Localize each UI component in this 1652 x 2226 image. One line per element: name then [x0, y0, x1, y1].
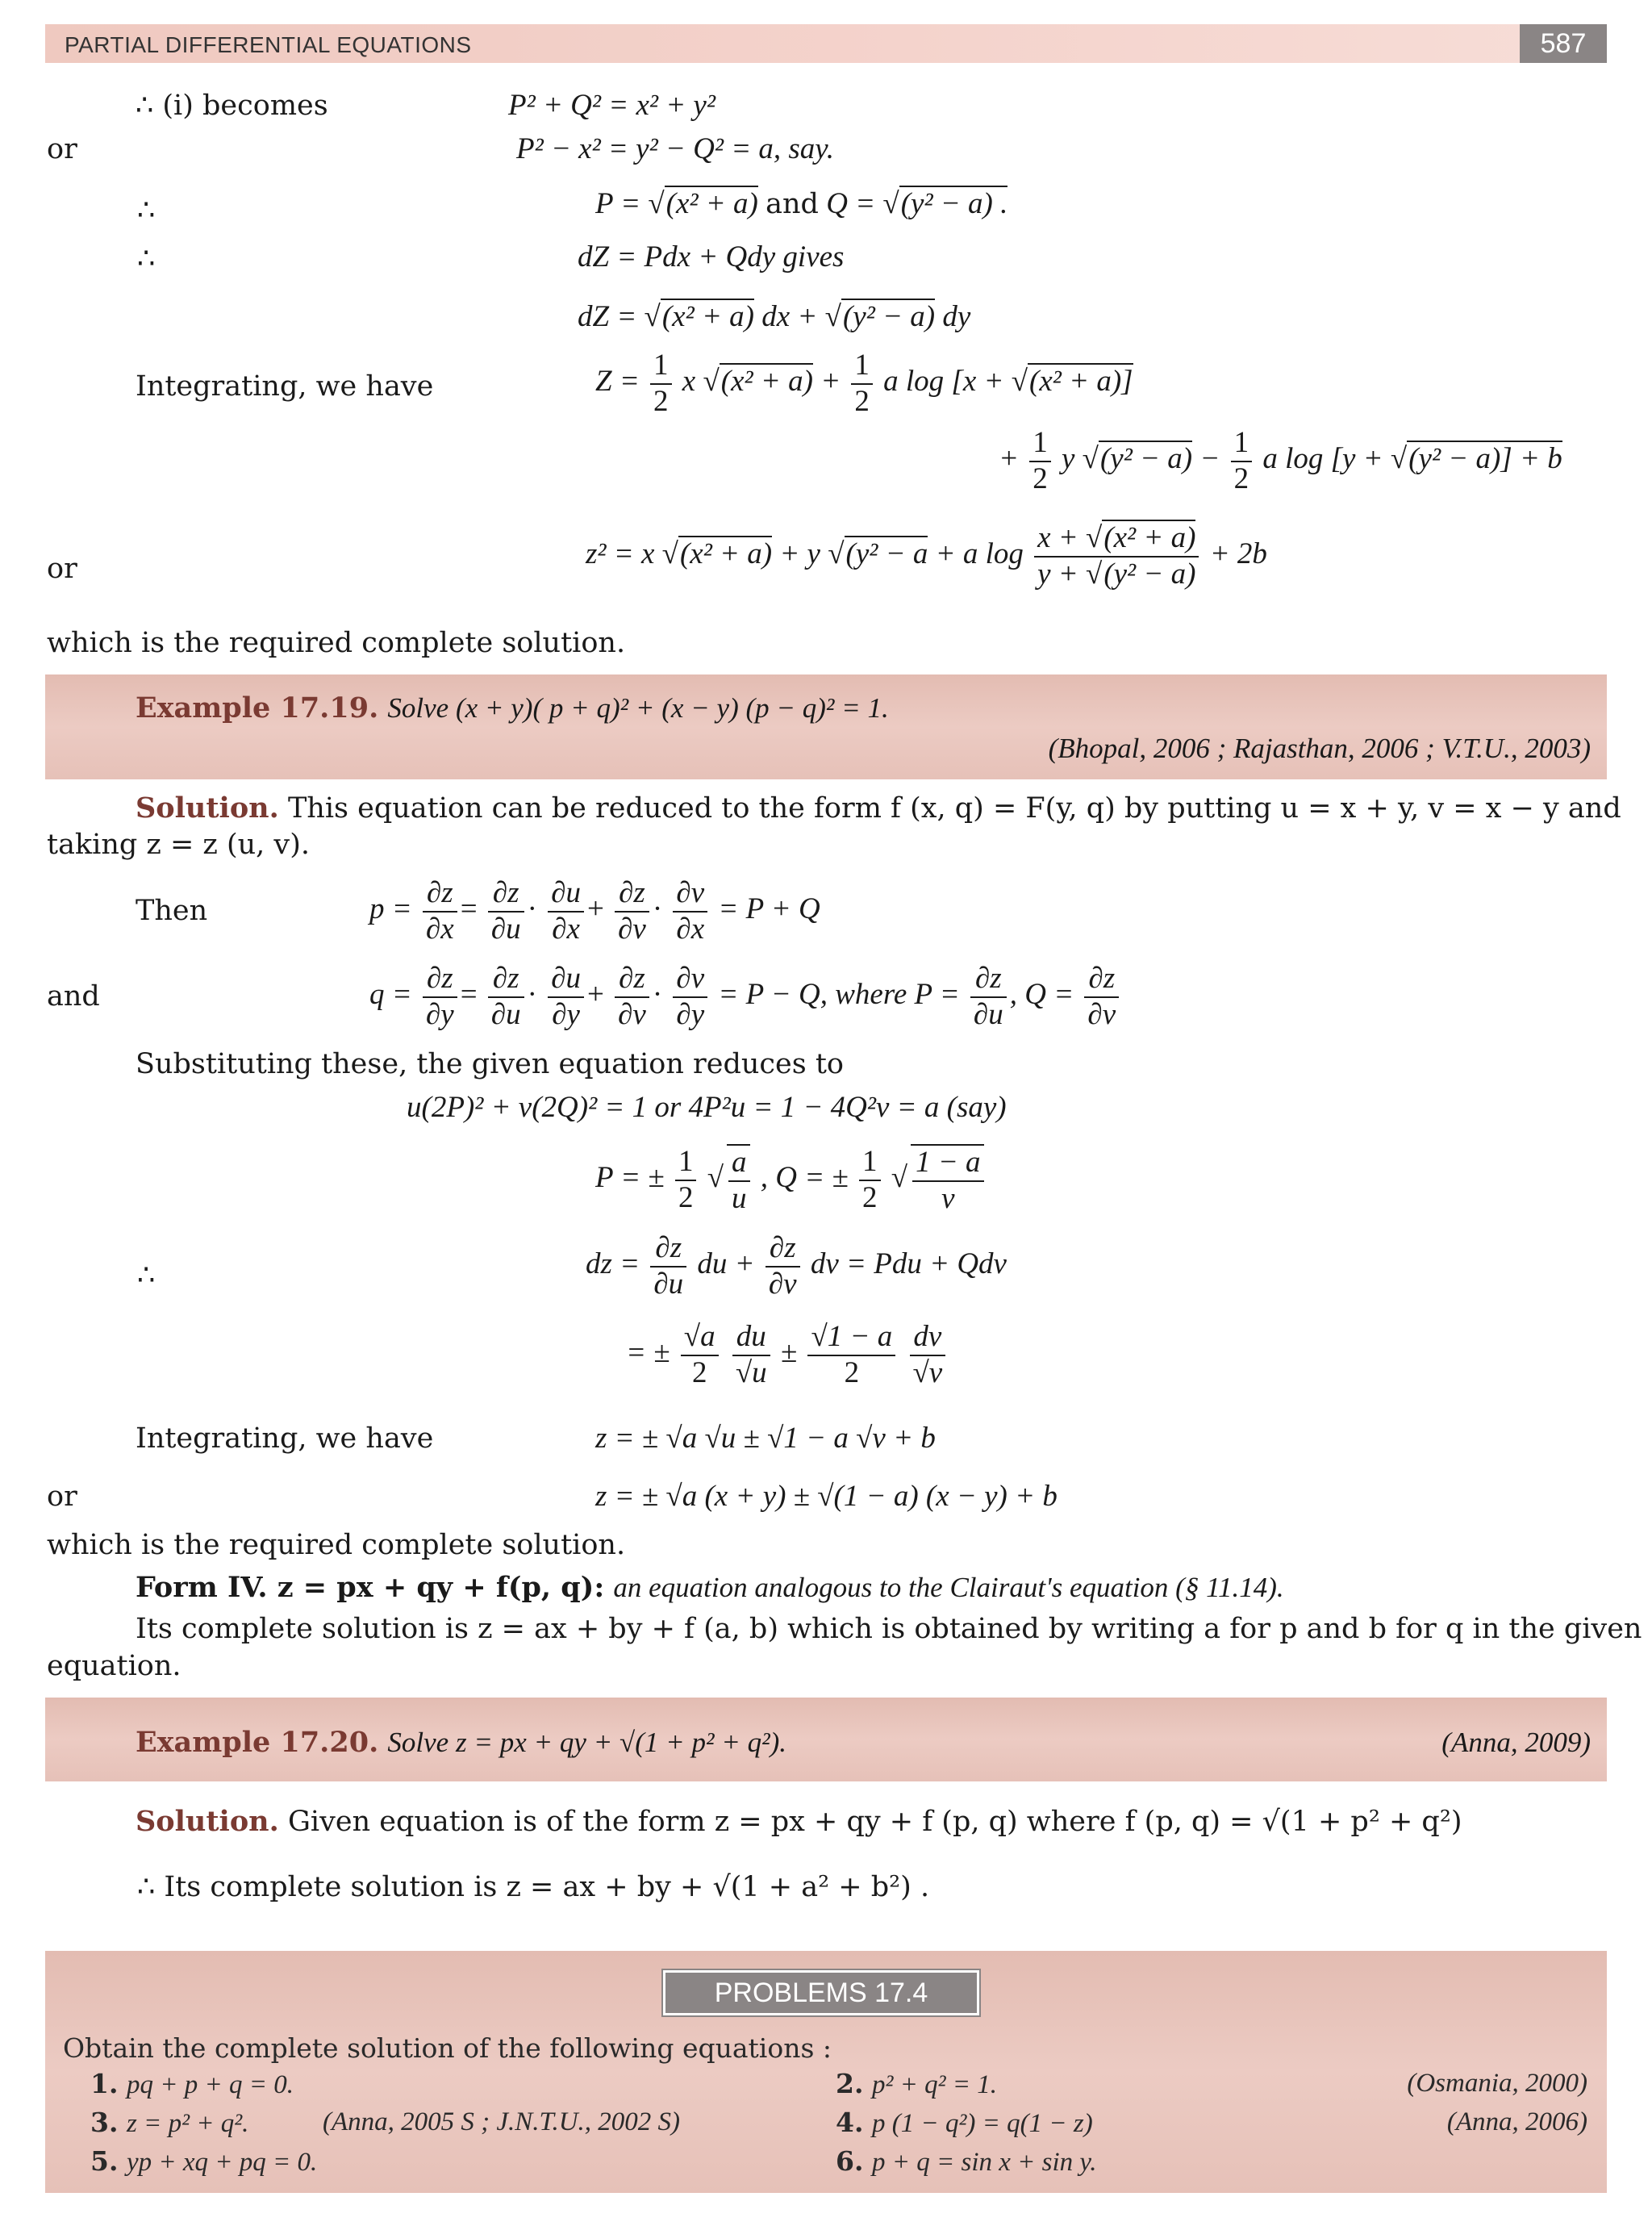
equation-z-final: z = ± √a (x + y) ± √(1 − a) (x − y) + b — [595, 1480, 1058, 1513]
running-header — [45, 24, 1607, 63]
solution-line-1: Solution. This equation can be reduced to the form f (x, q) = F(y, q) by putting u = x + y, v = x − y and — [136, 791, 1621, 825]
page-number: 587 — [1520, 24, 1607, 63]
then-label: Then — [136, 895, 208, 927]
equation-p-chain-rule: p = $\frac{\partial z}{\partial x}$ = $\frac{\partial z}{\partial u}$ · $\frac{\partial u}{\partial x}$ + $\frac{\partial z}{\partial v}$ · $\frac{\partial v}{\partial x}$ = P + Q — [369, 876, 820, 946]
equation-q-chain-rule: q = $\frac{\partial z}{\partial y}$ = $\frac{\partial z}{\partial u}$ · $\frac{\partial u}{\partial y}$ + $\frac{\partial z}{\partial v}$ · $\frac{\partial v}{\partial y}$ = P − Q, where P = $\frac{\partial z}{\partial u}$ , Q = $\frac{\partial z}{\partial v}$ — [369, 962, 1122, 1032]
problem-item: 6. p + q = sin x + sin y. — [836, 2145, 1097, 2177]
example-label: Example 17.20. — [136, 1726, 379, 1759]
example-17-19-statement-line — [136, 691, 889, 727]
problem-item: 2. p² + q² = 1. — [836, 2068, 998, 2099]
solution-label: Solution. — [136, 1805, 279, 1838]
problems-intro: Obtain the complete solution of the following equations : — [63, 2032, 832, 2064]
problem-source: (Osmania, 2000) — [1407, 2069, 1587, 2098]
equation-P-Q-values: P = ± $\frac{1}{2}$ √ $\frac{a}{u}$ , Q = ± $\frac{1}{2}$ √ $\frac{1 - a}{v}$ — [595, 1144, 987, 1216]
form-iv-line-3: equation. — [47, 1650, 181, 1682]
example-17-20-statement-line — [136, 1725, 786, 1761]
solution-label: Solution. — [136, 791, 279, 825]
or-label: or — [47, 553, 77, 585]
solution-line-1: Solution. Given equation is of the form z = px + qy + f (p, q) where f (p, q) = √(1 + p² + q²) — [136, 1805, 1462, 1838]
line-i-becomes-label: ∴ (i) becomes — [136, 90, 328, 122]
form-iv-description: an equation analogous to the Clairaut's equation (§ 11.14). — [613, 1572, 1284, 1603]
example-source: (Bhopal, 2006 ; Rajasthan, 2006 ; V.T.U., 2003) — [1048, 733, 1591, 764]
equation-p-and-q: P = √ (x² + a) and Q = √ (y² − a) . — [595, 186, 1007, 223]
therefore-symbol: ∴ — [137, 194, 156, 227]
equation-dz-total: dz = $\frac{\partial z}{\partial u}$ du + $\frac{\partial z}{\partial v}$ dv = Pdu + Qdv — [586, 1231, 1007, 1301]
and-label: and — [47, 980, 100, 1013]
form-iv-label: Form IV. z = px + qy + f(p, q): — [136, 1571, 605, 1604]
solution-line-2: taking z = z (u, v). — [47, 829, 310, 861]
integrating-label: Integrating, we have — [136, 1422, 434, 1455]
header-title: PARTIAL DIFFERENTIAL EQUATIONS — [65, 32, 472, 57]
equation-Z-part2: + $\frac{1}{2}$ y √ (y² − a) − $\frac{1}{2}$ a log [y + √ (y² − a)] + b — [999, 426, 1562, 496]
equation-z-squared: z² = x √ (x² + a) + y √ (y² − a + a log $\frac{\text{x + √ (x² + a)}}{\text{y + √ (y² − a)}}$ + 2b — [586, 521, 1267, 591]
equation-p2-q2: P² + Q² = x² + y² — [508, 89, 715, 122]
therefore-symbol: ∴ — [137, 243, 156, 275]
form-iv-line-2: Its complete solution is z = ax + by + f (a, b) which is obtained by writing a for p and b for q in the given — [136, 1613, 1642, 1645]
equation-plus-minus: = ± $\frac{√a}{2}$ $\frac{du}{√u}$ ± $\frac{√1 - a}{2}$ $\frac{dv}{√v}$ — [626, 1320, 949, 1390]
problem-item: 3. z = p² + q². — [90, 2107, 249, 2138]
or-label: or — [47, 133, 77, 165]
example-source: (Anna, 2009) — [1441, 1727, 1591, 1758]
integrating-label: Integrating, we have — [136, 370, 434, 403]
or-label: or — [47, 1481, 77, 1513]
equation-dz-gives: dZ = Pdx + Qdy gives — [578, 240, 845, 274]
problem-source: (Anna, 2006) — [1446, 2107, 1587, 2136]
equation-Z-part1: Z = $\frac{1}{2}$ x √ (x² + a) + $\frac{1}{2}$ a log [x + √ (x² + a)] — [595, 349, 1133, 419]
equation-z-integrated: z = ± √a √u ± √1 − a √v + b — [595, 1422, 936, 1455]
solution-line-2: ∴ Its complete solution is z = ax + by + √(1 + a² + b²) . — [137, 1871, 930, 1903]
problem-item: 1. pq + p + q = 0. — [90, 2068, 294, 2099]
form-iv-line — [136, 1570, 1284, 1606]
example-label: Example 17.19. — [136, 691, 379, 725]
conclusion-text: which is the required complete solution. — [47, 627, 626, 659]
therefore-symbol: ∴ — [137, 1259, 156, 1292]
problem-item: 4. p (1 − q²) = q(1 − z) — [836, 2107, 1093, 2138]
problems-title: PROBLEMS 17.4 — [663, 1970, 979, 2015]
equation-reduced: u(2P)² + v(2Q)² = 1 or 4P²u = 1 − 4Q²v = a (say) — [407, 1091, 1007, 1124]
problem-item: 5. yp + xq + pq = 0. — [90, 2145, 318, 2177]
example-statement: Solve z = px + qy + √(1 + p² + q²). — [387, 1727, 786, 1758]
conclusion-text: which is the required complete solution. — [47, 1529, 626, 1561]
example-statement: Solve (x + y)( p + q)² + (x − y) (p − q)² = 1. — [387, 692, 889, 724]
substituting-text: Substituting these, the given equation reduces to — [136, 1048, 844, 1080]
equation-dz-integrand: dZ = √ (x² + a) dx + √ (y² − a) dy — [578, 299, 970, 336]
equation-say-a: P² − x² = y² − Q² = a, say. — [516, 132, 834, 165]
problem-source: (Anna, 2005 S ; J.N.T.U., 2002 S) — [323, 2107, 681, 2136]
